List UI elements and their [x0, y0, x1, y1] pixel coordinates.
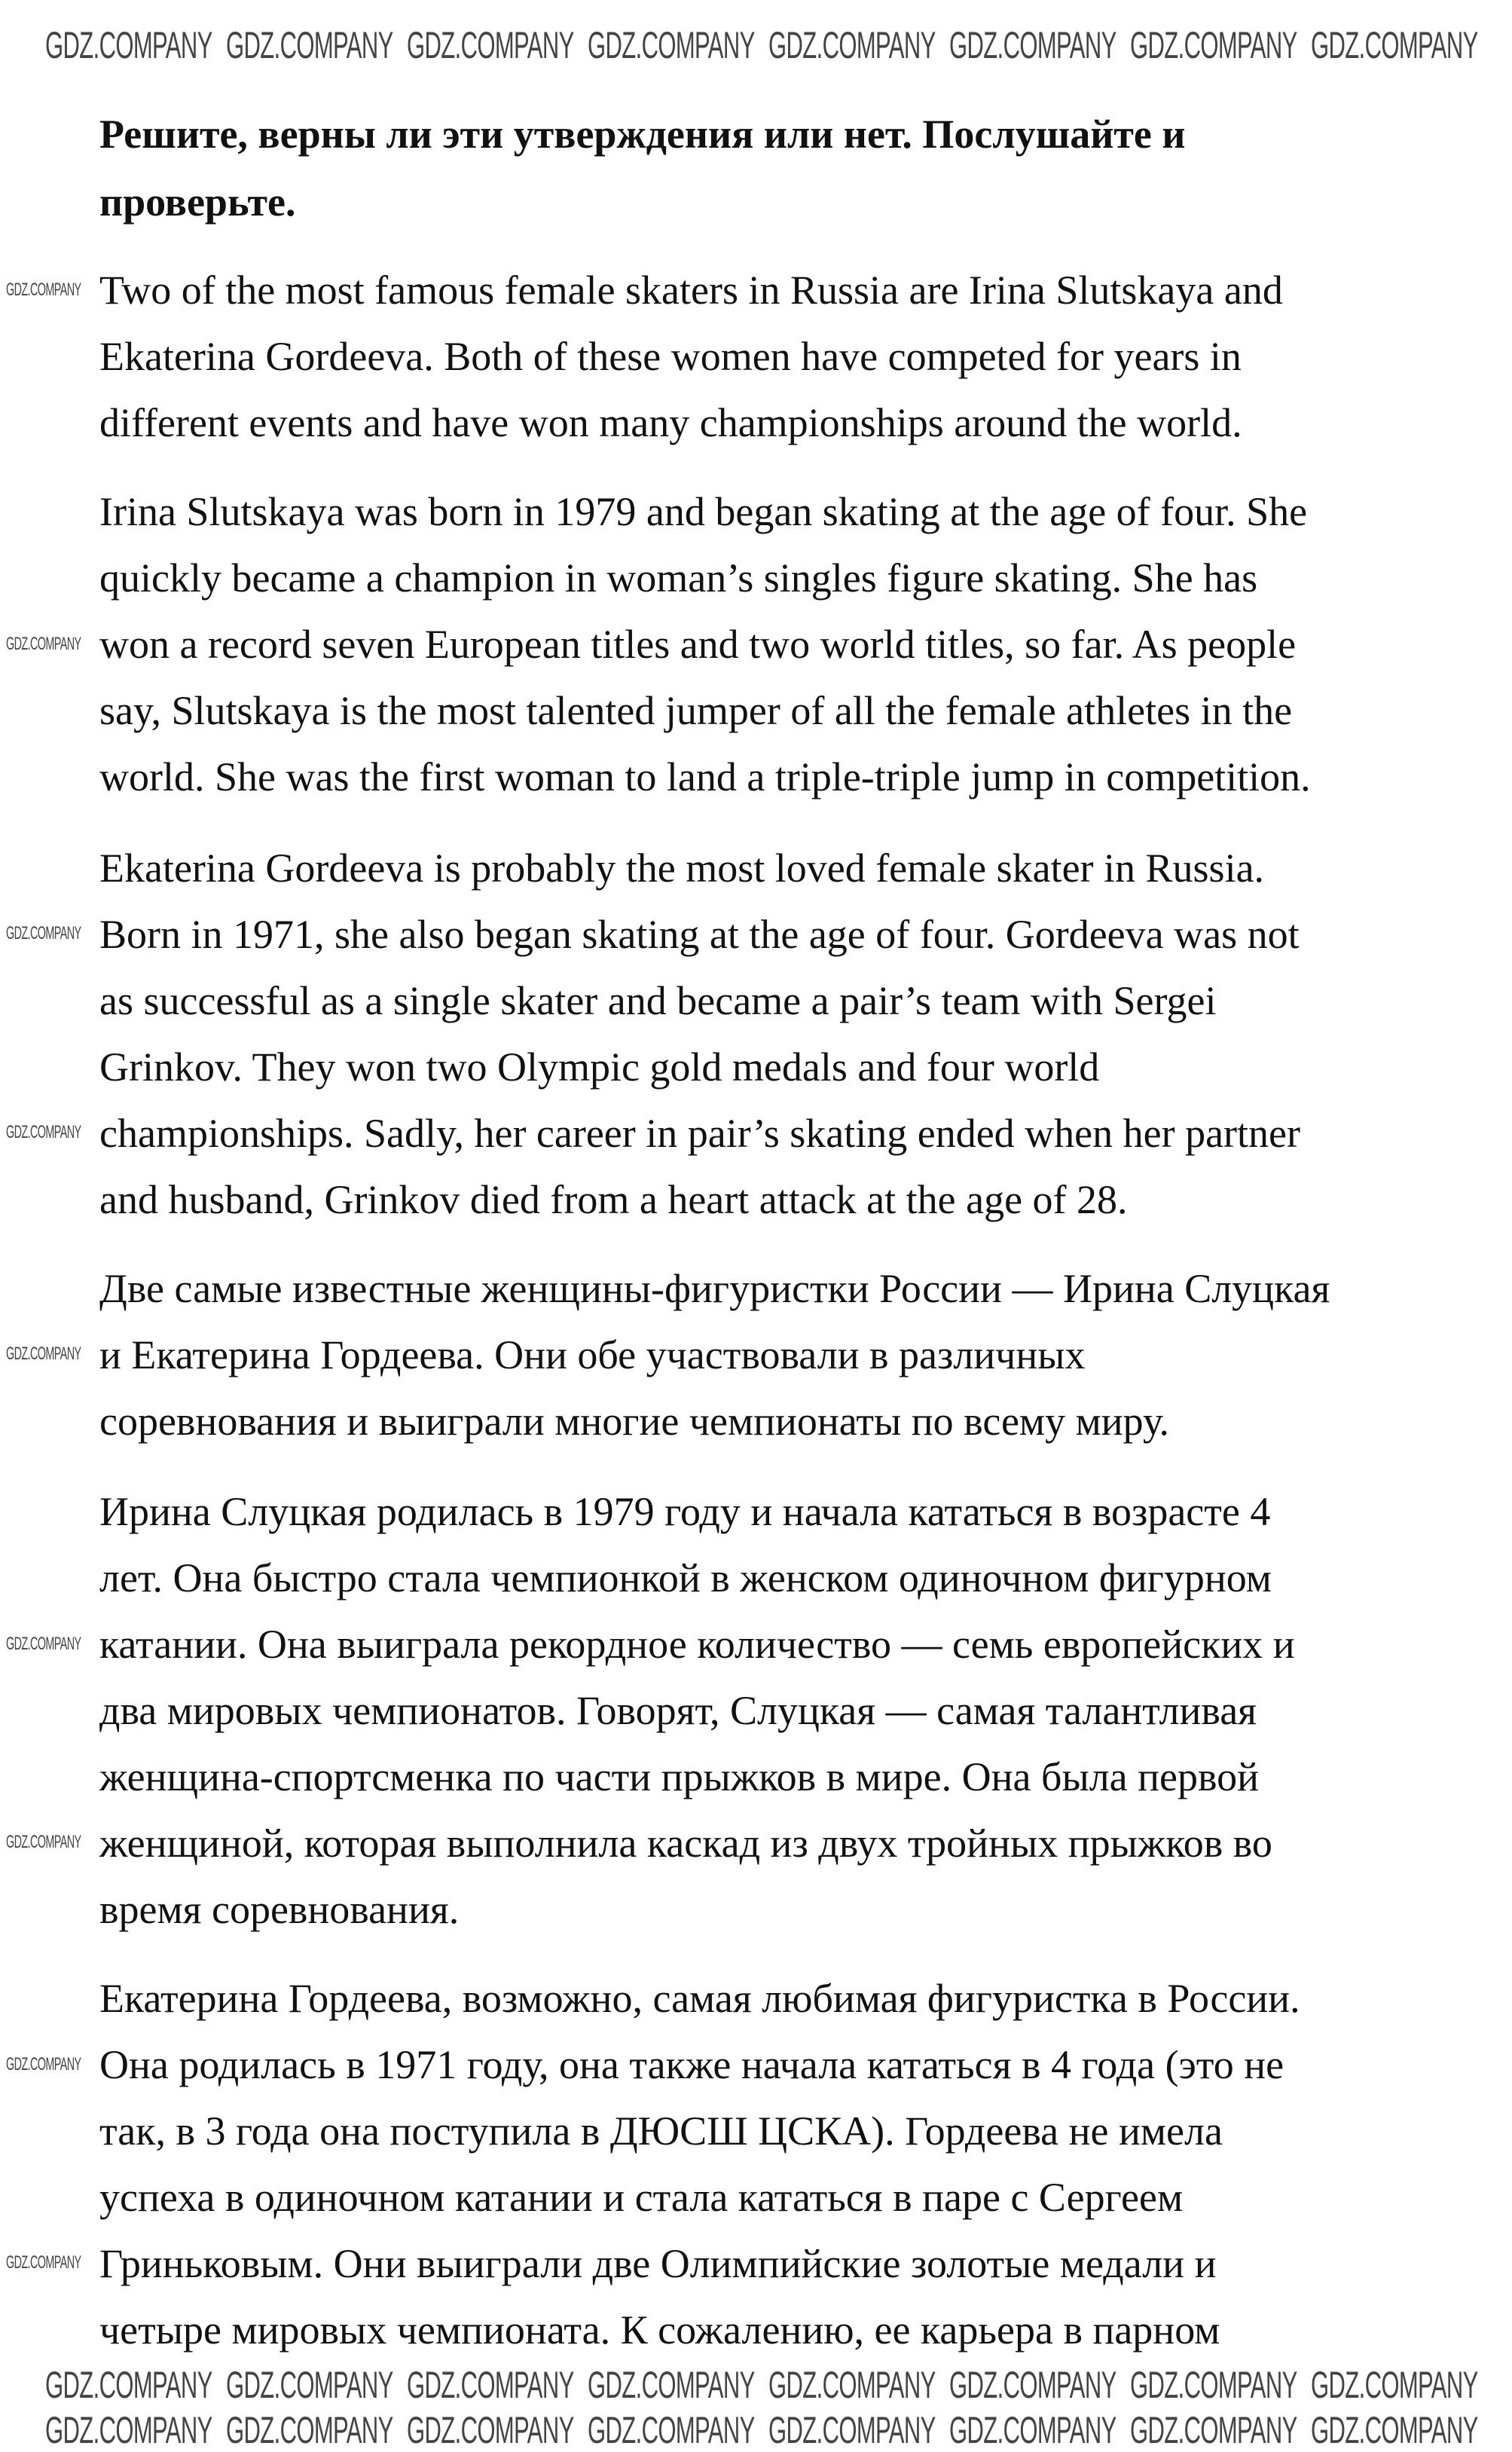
text-line: лет. Она быстро стала чемпионкой в женском одиночном фигурном	[99, 1555, 1272, 1601]
watermark: GDZ.COMPANY	[1311, 2409, 1478, 2451]
watermark: GDZ.COMPANY	[768, 2364, 936, 2406]
watermark: GDZ.COMPANY	[407, 24, 574, 66]
watermark: GDZ.COMPANY	[768, 24, 936, 66]
watermark: GDZ.COMPANY	[1311, 24, 1478, 66]
watermark: GDZ.COMPANY	[45, 2409, 212, 2451]
text-line: championships. Sadly, her career in pair’s skating ended when her partner	[99, 1111, 1300, 1156]
watermark: GDZ.COMPANY	[6, 1344, 81, 1364]
text-line: Она родилась в 1971 году, она также начала кататься в 4 года (это не	[99, 2042, 1284, 2087]
text-line: Гриньковым. Они выиграли две Олимпийские золотые медали и	[99, 2241, 1217, 2286]
text-line: as successful as a single skater and became a pair’s team with Sergei	[99, 978, 1217, 1023]
watermark: GDZ.COMPANY	[6, 2252, 81, 2273]
text-line: соревнования и выиграли многие чемпионаты по всему миру.	[99, 1399, 1170, 1444]
watermark: GDZ.COMPANY	[949, 24, 1116, 66]
watermark: GDZ.COMPANY	[1130, 2364, 1297, 2406]
text-line: won a record seven European titles and two world titles, so far. As people	[99, 622, 1297, 667]
text-line: quickly became a champion in woman’s singles figure skating. She has	[99, 555, 1258, 601]
watermark: GDZ.COMPANY	[6, 1634, 81, 1654]
watermark: GDZ.COMPANY	[588, 24, 755, 66]
watermark: GDZ.COMPANY	[226, 24, 393, 66]
text-line: четыре мировых чемпионата. К сожалению, ее карьера в парном	[99, 2307, 1220, 2353]
watermark: GDZ.COMPANY	[1130, 24, 1297, 66]
watermark: GDZ.COMPANY	[6, 1832, 81, 1852]
text-line: Two of the most famous female skaters in Russia are Irina Slutskaya and	[99, 268, 1283, 313]
watermark: GDZ.COMPANY	[949, 2364, 1116, 2406]
watermark: GDZ.COMPANY	[226, 2364, 393, 2406]
watermark: GDZ.COMPANY	[407, 2364, 574, 2406]
text-line: время соревнования.	[99, 1887, 460, 1932]
text-line: Grinkov. They won two Olympic gold medals and four world	[99, 1044, 1100, 1090]
text-line: Irina Slutskaya was born in 1979 and began skating at the age of four. She	[99, 489, 1308, 534]
watermark: GDZ.COMPANY	[407, 2409, 574, 2451]
heading-line: проверьте.	[99, 179, 296, 225]
text-line: Екатерина Гордеева, возможно, самая любимая фигуристка в России.	[99, 1976, 1300, 2021]
watermark: GDZ.COMPANY	[45, 2364, 212, 2406]
text-line: два мировых чемпионатов. Говорят, Слуцкая — самая талантливая	[99, 1688, 1257, 1733]
text-line: успеха в одиночном катании и стала кататься в паре с Сергеем	[99, 2175, 1184, 2220]
text-line: Ekaterina Gordeeva. Both of these women have competed for years in	[99, 334, 1242, 379]
watermark: GDZ.COMPANY	[45, 24, 212, 66]
text-line: world. She was the first woman to land a triple-triple jump in competition.	[99, 754, 1311, 799]
watermark: GDZ.COMPANY	[949, 2409, 1116, 2451]
watermark: GDZ.COMPANY	[226, 2409, 393, 2451]
text-line: say, Slutskaya is the most talented jumper of all the female athletes in the	[99, 688, 1293, 733]
text-line: женщина-спортсменка по части прыжков в мире. Она была первой	[99, 1754, 1260, 1799]
watermark: GDZ.COMPANY	[6, 1122, 81, 1142]
text-line: and husband, Grinkov died from a heart attack at the age of 28.	[99, 1177, 1128, 1222]
text-line: так, в 3 года она поступила в ДЮСШ ЦСКА). Гордеева не имела	[99, 2108, 1223, 2154]
watermark: GDZ.COMPANY	[768, 2409, 936, 2451]
watermark: GDZ.COMPANY	[6, 923, 81, 943]
text-line: Ирина Слуцкая родилась в 1979 году и начала кататься в возрасте 4	[99, 1489, 1271, 1534]
watermark: GDZ.COMPANY	[1311, 2364, 1478, 2406]
text-line: different events and have won many championships around the world.	[99, 400, 1242, 445]
watermark: GDZ.COMPANY	[6, 634, 81, 654]
heading-line: Решите, верны ли эти утверждения или нет. Послушайте и	[99, 112, 1186, 157]
text-line: Ekaterina Gordeeva is probably the most loved female skater in Russia.	[99, 845, 1265, 891]
text-line: катании. Она выиграла рекордное количество — семь европейских и	[99, 1622, 1295, 1667]
text-line: Две самые известные женщины-фигуристки России — Ирина Слуцкая	[99, 1266, 1330, 1311]
watermark: GDZ.COMPANY	[588, 2364, 755, 2406]
text-line: Born in 1971, she also began skating at the age of four. Gordeeva was not	[99, 912, 1300, 957]
watermark: GDZ.COMPANY	[1130, 2409, 1297, 2451]
text-line: женщиной, которая выполнила каскад из двух тройных прыжков во	[99, 1821, 1272, 1866]
watermark: GDZ.COMPANY	[6, 280, 81, 300]
text-line: и Екатерина Гордеева. Они обе участвовали в различных	[99, 1332, 1086, 1377]
watermark: GDZ.COMPANY	[588, 2409, 755, 2451]
watermark: GDZ.COMPANY	[6, 2054, 81, 2074]
